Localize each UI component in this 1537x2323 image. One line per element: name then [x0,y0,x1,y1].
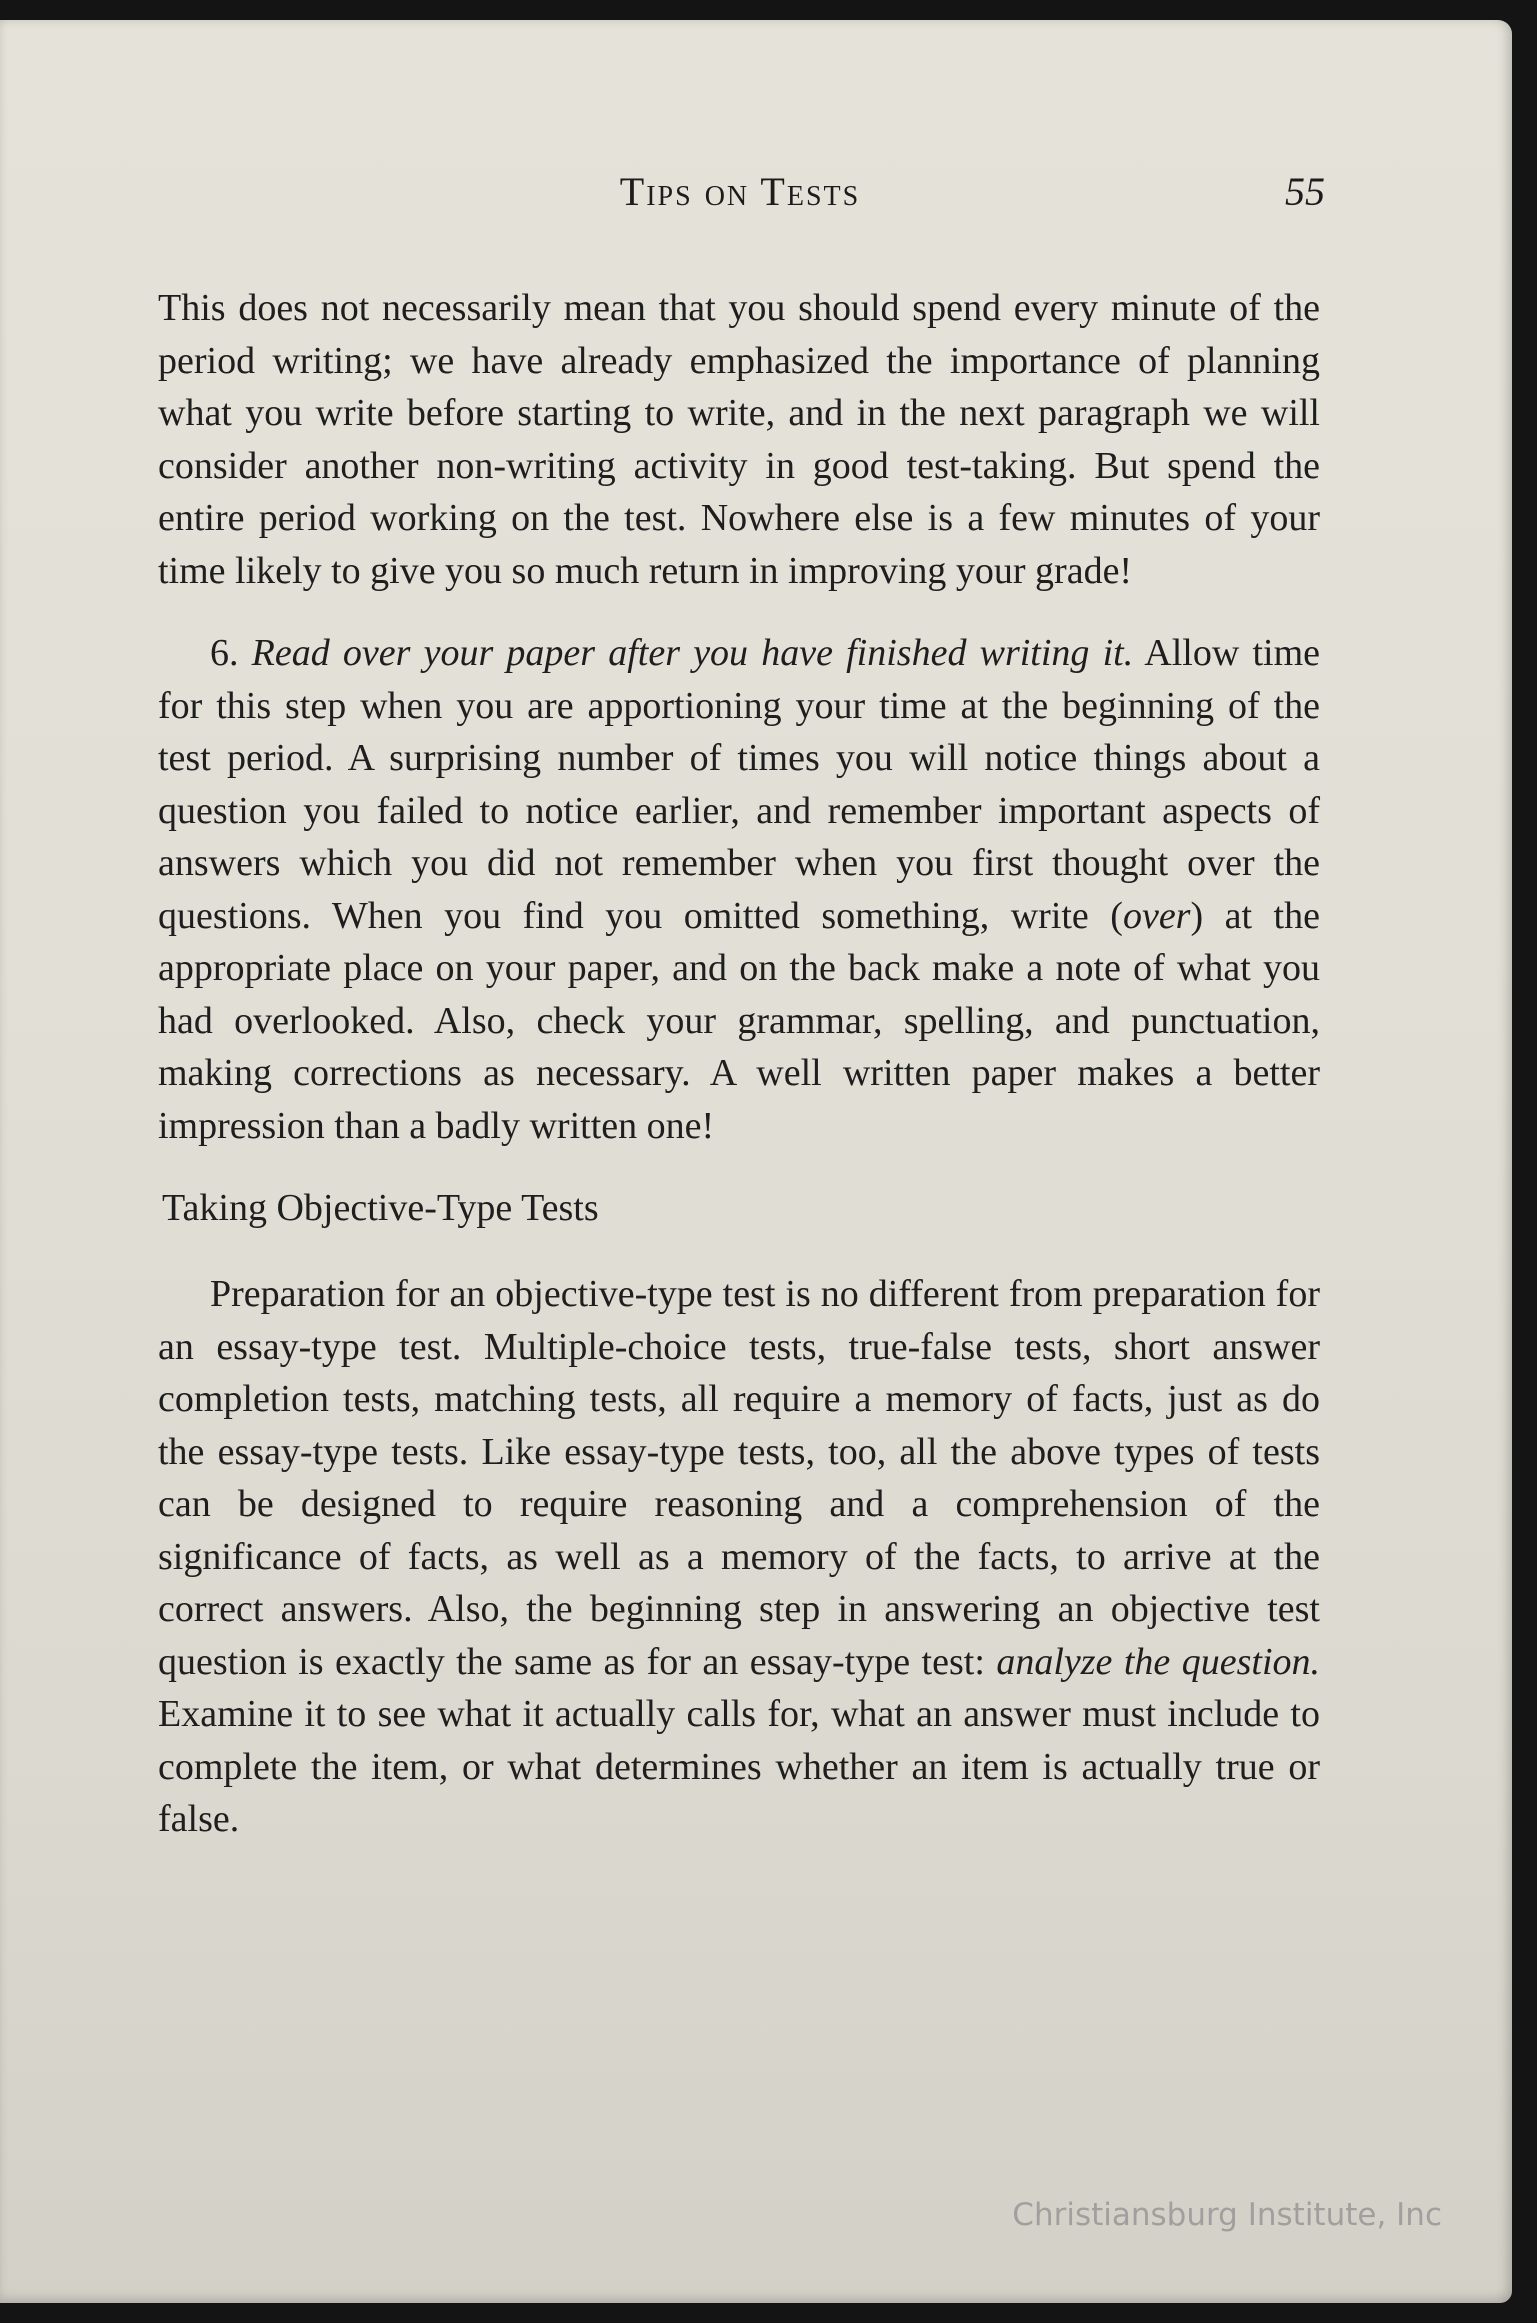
paragraph-3 [158,1268,1320,1846]
watermark: Christiansburg Institute, Inc [1012,2197,1442,2233]
book-page [0,20,1512,2303]
page-number: 55 [1285,169,1325,214]
paragraph-3-text-b: Examine it to see what it actually calls for, what an answer must include to complete the item, or what determines whether an item is actually true or false. [158,1693,1320,1840]
body-text [158,282,1320,1846]
italic-phrase: analyze the question. [996,1640,1321,1683]
italic-lead: Read over your paper after you have finished writing it. [251,632,1134,674]
running-head [155,168,1325,228]
running-title: Tips on Tests [619,169,861,214]
paragraph-3-text-a: Preparation for an objective-type test is no different from preparation for an essay-type test. Multiple-choice tests, true-false tests, short answer completion tests, matching tests, all require a memory of facts, just as do the essay-type tests. Like essay-type tests, too, all the above types of tests can be designed to require reasoning and a comprehension of the significance of facts, as well as a memory of the facts, to arrive at the correct answers. Also, the beginning step in answering an objective test question is exactly the same as for an essay-type test: [158,1273,1320,1683]
paragraph-2-text-b: ) at the appropriate place on your paper, and on the back make a note of what you had overlooked. Also, check your grammar, spelling, and punctuation, making corrections as necessary. A well written paper makes a better impression than a badly written one! [158,894,1320,1147]
paragraph-2 [158,627,1320,1152]
paragraph-2-text-a: Allow time for this step when you are apportioning your time at the beginning of the test period. A surprising number of times you will notice things about a question you failed to notice earlier, and remember important aspects of answers which you did not remember when you first thought over the questions. When you find you omitted something, write ( [158,632,1321,937]
item-number: 6. [210,632,239,674]
paragraph-1: This does not necessarily mean that you should spend every minute of the period writing; we have already emphasized the importance of planning what you write before starting to write, and in the next paragraph we will consider another non-writing activity in good test-taking. But spend the entire period working on the test. Nowhere else is a few minutes of your time likely to give you so much return in improving your grade! [158,287,1320,592]
italic-word: over [1122,894,1191,937]
section-heading: Taking Objective-Type Tests [162,1187,599,1229]
